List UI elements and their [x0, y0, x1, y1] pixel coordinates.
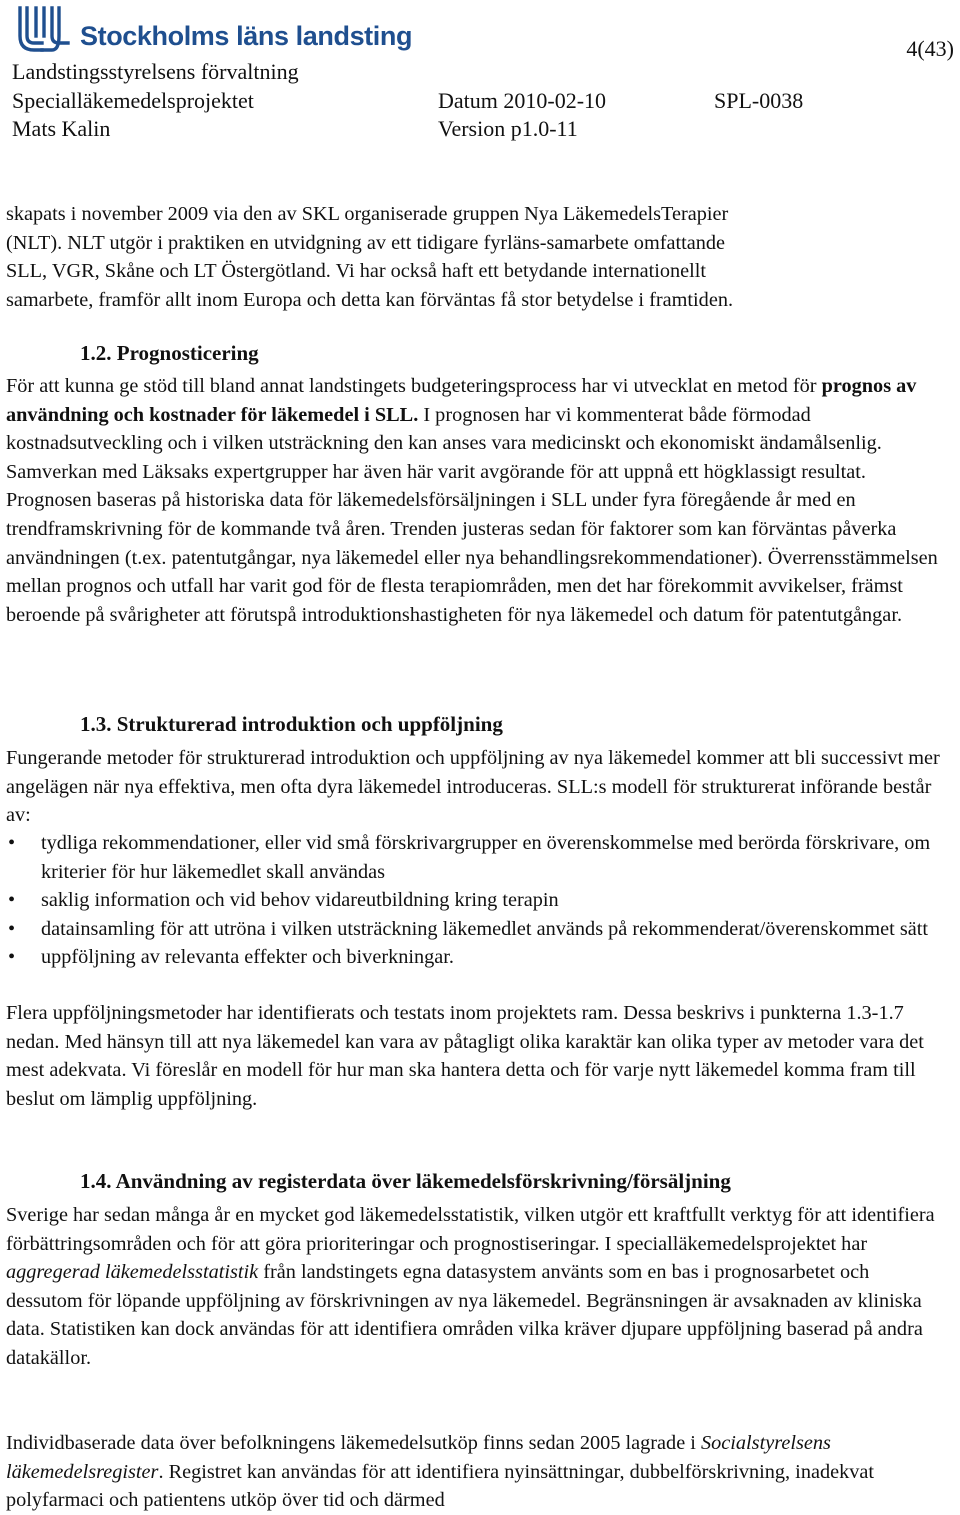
intro-line: SLL, VGR, Skåne och LT Östergötland. Vi har också haft ett betydande internationellt — [6, 260, 707, 283]
intro-line: samarbete, framför allt inom Europa och detta kan förväntas få stor betydelse i framtiden. — [6, 288, 734, 311]
text-run: från landstingets egna datasystem använts som en bas i prognosarbetet och dessutom för löpande uppföljning av förskrivningen av nya läkemedel. Begränsningen är avsaknaden av kliniska data. Statistiken kan dock användas för att identifiera områden vilka kräver djupare uppföljning baserad på andra datakällor. — [6, 1261, 923, 1369]
intro-paragraph — [6, 200, 946, 314]
intro-line: (NLT). NLT utgör i praktiken en utvidgning av ett tidigare fyrläns-samarbete omfattande — [6, 231, 726, 254]
text-run: För att kunna ge stöd till bland annat landstingets budgeteringsprocess har vi utvecklat en metod för — [6, 375, 822, 397]
list-item — [6, 886, 946, 915]
italic-text: aggregerad läkemedelsstatistik — [6, 1261, 259, 1284]
intro-line: skapats i november 2009 via den av SKL organiserade gruppen Nya LäkemedelsTerapier — [6, 203, 729, 225]
bullet-icon: • — [8, 832, 16, 854]
section-heading-1-3: 1.3. Strukturerad introduktion och uppföljning — [80, 712, 503, 736]
document-version: Version p1.0-11 — [438, 116, 578, 141]
text-run: . Registret kan användas för att identifiera nyinsättningar, dubbelförskrivning, inadekvat polyfarmaci och patientens utköp över tid och därmed — [6, 1460, 875, 1512]
section-heading-1-4: 1.4. Användning av registerdata över läkemedelsförskrivning/försäljning — [80, 1169, 731, 1193]
bullet-icon: • — [8, 946, 16, 969]
criteria-list — [6, 829, 946, 972]
section-1-3-intro: Fungerande metoder för strukturerad introduktion och uppföljning av nya läkemedel kommer att bli successivt mer angelägen när nya effektiva, men ofta dyra läkemedel introduceras. SLL:s modell för strukturerat införande består av: — [6, 747, 940, 827]
section-1-2-paragraph — [6, 372, 946, 629]
bullet-icon: • — [8, 889, 16, 912]
list-item-text: uppföljning av relevanta effekter och biverkningar. — [41, 946, 454, 969]
list-item — [6, 829, 946, 886]
author: Mats Kalin — [12, 116, 111, 141]
bullet-icon: • — [8, 917, 16, 940]
section-1-3-outro: Flera uppföljningsmetoder har identifierats och testats inom projektets ram. Dessa beskrivs i punkterna 1.3-1.7 nedan. Med hänsyn till att nya läkemedel kan vara av påtagligt olika karaktär kan olika typer av metoder vara det mest adekvata. Vi föreslår en modell för hur man ska hantera detta och för varje nytt läkemedel komma fram till beslut om lämplig uppföljning. — [6, 1002, 924, 1110]
italic-text: Socialstyrelsens läkemedelsregister — [6, 1432, 831, 1483]
section-1-4-paragraph — [6, 1201, 946, 1373]
list-item-text: datainsamling för att utröna i vilken utsträckning läkemedlet används på rekommenderat/överenskommet sätt — [41, 917, 929, 940]
section-heading-1-2: 1.2. Prognosticering — [80, 341, 259, 365]
sll-logo-icon — [12, 6, 72, 54]
list-item-text: saklig information och vid behov vidareutbildning kring terapin — [41, 889, 559, 912]
list-item-text: tydliga rekommendationer, eller vid små förskrivargrupper en överenskommelse med berörda förskrivare, om kriterier för hur läkemedlet skall användas — [41, 832, 931, 883]
list-item — [6, 915, 946, 944]
text-run: Sverige har sedan många år en mycket god läkemedelsstatistik, vilken utgör ett kraftfullt verktyg för att identifiera förbättringsområden och för att göra prioriteringar och prognostiseringar. I specialläkemedelsprojektet har — [6, 1204, 935, 1255]
sll-logo — [12, 6, 412, 54]
org-name: Stockholms läns landsting — [80, 20, 413, 51]
text-run: I prognosen har vi kommenterat både förmodad kostnadsutveckling och i vilken utsträckning den kan anses vara medicinskt och ekonomiskt ändamålsenlig. Samverkan med Läksaks expertgrupper har även här varit avgörande för att uppnå ett högklassigt resultat. Prognosen baseras på historiska data för läkemedelsförsäljningen i SLL under fyra föregående år med en trendframskrivning för de kommande två åren. Trenden justeras sedan för faktorer som kan förväntas påverka användningen (t.ex. patentutgångar, nya läkemedel eller nya behandlingsrekommendationer). Överrensstämmelsen mellan prognos och utfall har varit god för de flesta terapiområden, men det har förekommit avvikelser, främst beroende på svårigheter att förutspå introduktionshastigheten för nya läkemedel och datum för patentutgångar. — [6, 403, 938, 626]
page-number: 4(43) — [906, 36, 954, 61]
project-name: Specialläkemedelsprojektet — [12, 88, 254, 113]
list-item — [6, 943, 946, 972]
section-1-4-paragraph-2 — [6, 1429, 946, 1515]
document-date: Datum 2010-02-10 — [438, 88, 607, 113]
document-id: SPL-0038 — [714, 88, 804, 113]
bold-text: prognos av användning och kostnader för läkemedel i SLL. — [6, 375, 917, 426]
department: Landstingsstyrelsens förvaltning — [12, 59, 299, 84]
text-run: Individbaserade data över befolkningens läkemedelsutköp finns sedan 2005 lagrade i — [6, 1432, 701, 1454]
